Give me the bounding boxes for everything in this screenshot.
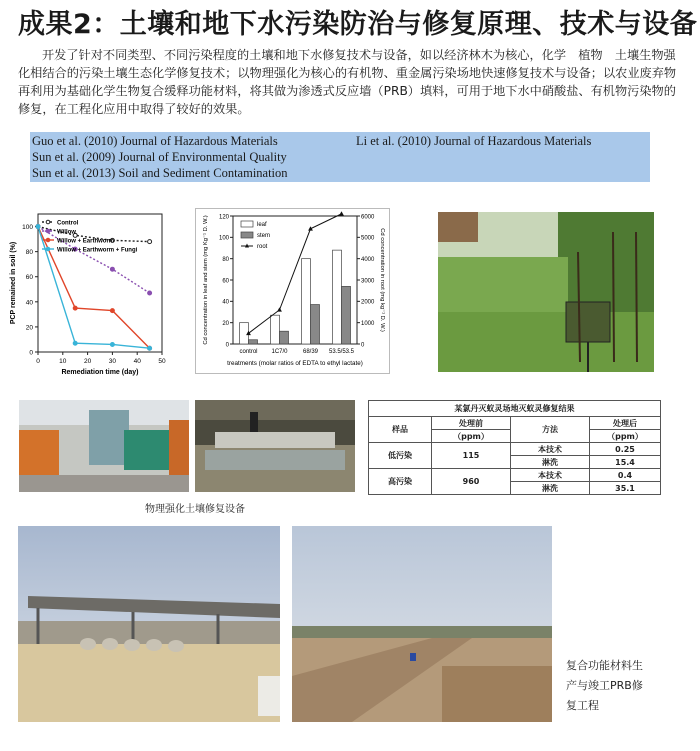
y-right-axis-label: Cd concentration in root (mg kg⁻¹ D. W.): [379, 228, 385, 332]
equipment-photo-left: [19, 400, 189, 492]
table-cell-after: 0.25: [590, 443, 661, 456]
data-point: [110, 309, 114, 313]
x-tick-label: 40: [133, 358, 141, 365]
x-tick-label: 1C7/0: [271, 349, 288, 355]
table-header-after: 处理后: [590, 417, 661, 430]
y-tick-label: 40: [25, 299, 33, 307]
table-cell-after: 35.1: [590, 482, 661, 495]
equipment-caption: 物理强化土壤修复设备: [145, 504, 245, 515]
data-point: [148, 240, 152, 244]
table-cell-method: 本技术: [511, 443, 590, 456]
legend-swatch: [241, 221, 253, 227]
y-tick-label: 120: [218, 214, 229, 221]
legend-marker: [46, 247, 50, 251]
y-tick-label: 40: [222, 299, 229, 306]
table-cell-sample: 高污染: [369, 469, 432, 495]
reference-item: Sun et al. (2013) Soil and Sediment Contamination: [32, 166, 288, 180]
legend-marker: [46, 229, 50, 233]
y-right-tick-label: 5000: [361, 235, 375, 242]
x-axis-label: Remediation time (day): [61, 369, 139, 376]
reference-item: Li et al. (2010) Journal of Hazardous Materials: [356, 134, 592, 148]
bar: [302, 259, 311, 344]
y-axis-label: Cd concentration in leaf and stem (mg Kg⁻¹ D. W.): [203, 215, 209, 345]
y-right-tick-label: 0: [361, 342, 365, 349]
bar: [249, 340, 258, 344]
x-tick-label: 0: [36, 358, 40, 365]
y-tick-label: 0: [29, 349, 33, 357]
legend-swatch: [241, 232, 253, 238]
data-point: [148, 346, 152, 350]
results-table: [368, 400, 661, 495]
legend-marker: [46, 220, 50, 224]
pcp-line-chart: [6, 208, 176, 380]
legend-label: leaf: [257, 222, 267, 228]
y-tick-label: 60: [25, 274, 33, 282]
data-point: [110, 267, 114, 271]
data-point: [148, 291, 152, 295]
legend-marker: [46, 238, 50, 242]
bar: [333, 250, 342, 344]
series-line: [38, 227, 150, 293]
x-tick-label: control: [239, 349, 258, 355]
legend-label: Control: [57, 220, 79, 227]
chart-border: [196, 209, 390, 374]
legend-label: Willow + Earthworm + Fungi: [57, 247, 138, 254]
x-tick-label: 53.5/53.5: [328, 349, 355, 355]
table-header-after-unit: （ppm）: [590, 430, 661, 443]
y-right-tick-label: 4000: [361, 256, 375, 263]
series-line: [38, 227, 150, 349]
legend-label: root: [257, 244, 268, 250]
y-right-tick-label: 1000: [361, 320, 375, 327]
prb-construction-photo: [292, 526, 552, 722]
data-point: [73, 306, 77, 310]
table-title: 某氯丹灭蚁灵场地灭蚁灵修复结果: [369, 401, 661, 417]
table-cell-method: 淋洗: [511, 456, 590, 469]
y-tick-label: 60: [222, 278, 229, 285]
y-tick-label: 100: [218, 235, 229, 242]
table-cell-method: 本技术: [511, 469, 590, 482]
legend-label: Willow + Earthworm: [57, 238, 115, 245]
table-header-before-unit: （ppm）: [432, 430, 511, 443]
bar: [311, 305, 320, 344]
field-photo: [438, 212, 654, 372]
x-tick-label: 30: [108, 358, 117, 365]
x-tick-label: 10: [59, 358, 67, 365]
equipment-photo-right: [195, 400, 355, 492]
table-cell-before: 960: [432, 469, 511, 495]
y-tick-label: 80: [222, 256, 229, 263]
data-point: [110, 342, 114, 346]
page-title: 成果2：土壤和地下水污染防治与修复原理、技术与设备: [18, 9, 698, 40]
material-production-photo: [18, 526, 280, 722]
prb-caption: 复合功能材料生产与竣工PRB修复工程: [566, 659, 643, 712]
table-cell-before: 115: [432, 443, 511, 469]
x-axis-label: treatments (molar ratios of EDTA to ethyl lactate): [227, 360, 363, 367]
y-tick-label: 100: [22, 224, 33, 232]
y-tick-label: 80: [25, 249, 33, 257]
cd-bar-chart: [195, 208, 390, 374]
y-tick-label: 0: [225, 342, 229, 349]
table-header-sample: 样品: [369, 417, 432, 443]
table-cell-after: 0.4: [590, 469, 661, 482]
bar: [342, 286, 351, 344]
x-tick-label: 50: [158, 358, 166, 365]
bar: [280, 331, 289, 344]
y-tick-label: 20: [222, 320, 229, 327]
y-tick-label: 20: [25, 324, 33, 332]
table-cell-method: 淋洗: [511, 482, 590, 495]
legend-label: Willow: [57, 229, 76, 236]
table-cell-after: 15.4: [590, 456, 661, 469]
x-tick-label: 68/39: [302, 349, 319, 355]
references-box: [30, 132, 650, 182]
data-point: [73, 341, 77, 345]
reference-item: Guo et al. (2010) Journal of Hazardous Materials: [32, 134, 278, 148]
y-axis-label: PCP remained in soil (%): [10, 241, 17, 325]
data-point: [36, 225, 40, 229]
y-right-tick-label: 3000: [361, 278, 375, 285]
intro-paragraph: 开发了针对不同类型、不同污染程度的土壤和地下水修复技术与设备，如以经济林木为核心，化学 植物 土壤生物强化相结合的污染土壤生态化学修复技术；以物理强化为核心的有机物、重金属污染场地快速修复技术与设备；以农业废弃物再利用为基础化学生物复合缓释功能材料，将其做为渗透式反应墙（PRB）填料，可用于地下水中硝酸盐、有机物污染物的修复，在工程化应用中取得了较好的效果。: [18, 48, 677, 116]
y-right-tick-label: 2000: [361, 299, 375, 306]
bar: [271, 315, 280, 344]
x-tick-label: 20: [83, 358, 92, 365]
reference-item: Sun et al. (2009) Journal of Environmental Quality: [32, 150, 287, 164]
table-header-before: 处理前: [432, 417, 511, 430]
legend-label: stem: [257, 233, 271, 239]
series-line: [38, 227, 150, 349]
y-right-tick-label: 6000: [361, 214, 375, 221]
table-cell-sample: 低污染: [369, 443, 432, 469]
table-header-method: 方法: [511, 417, 590, 443]
